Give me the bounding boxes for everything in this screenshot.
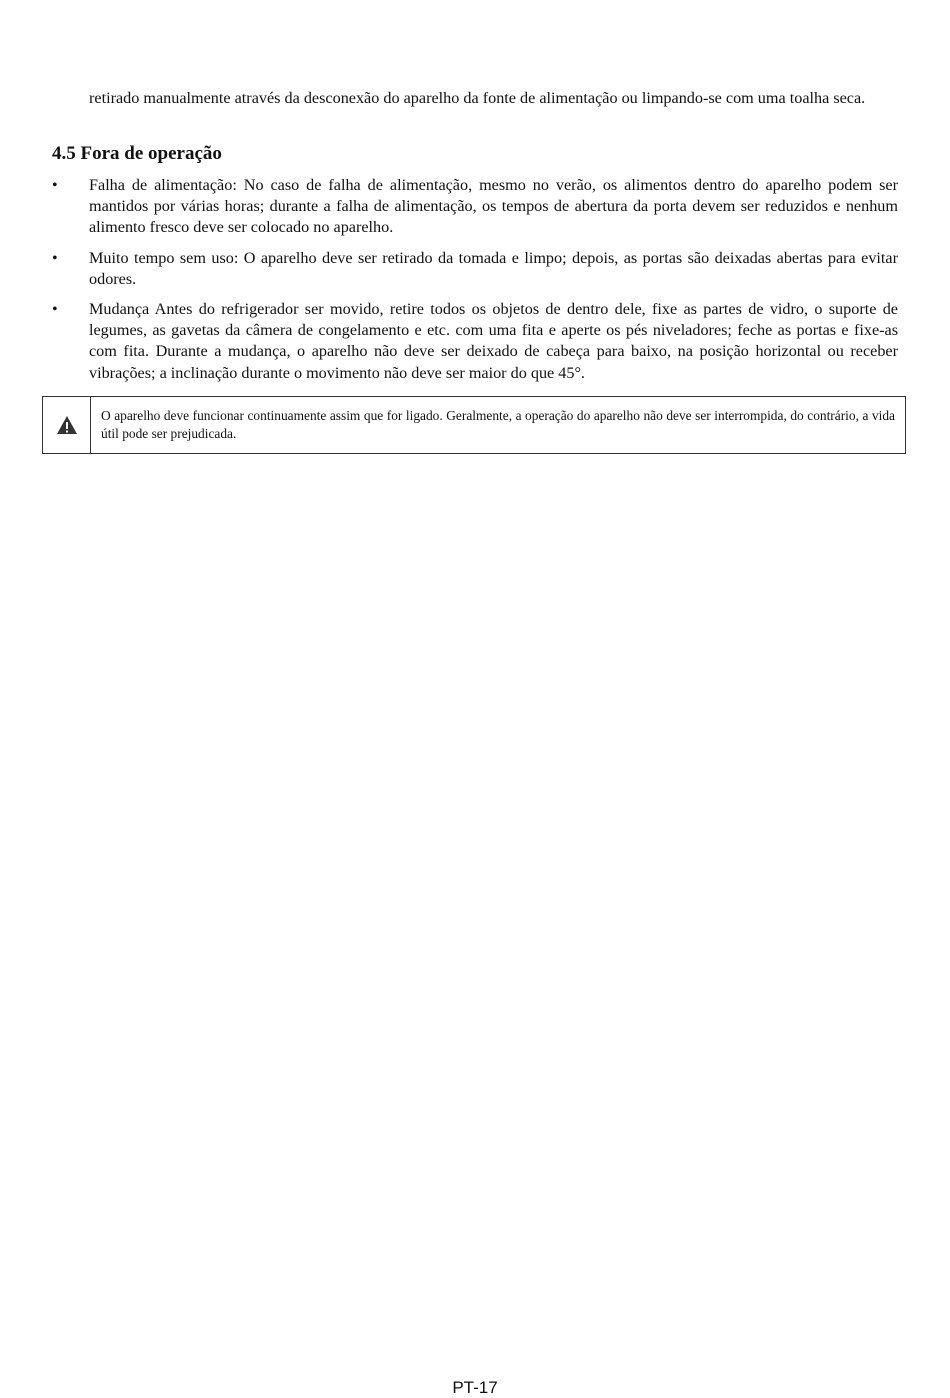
warning-box xyxy=(42,396,906,454)
bullet-dot: • xyxy=(52,249,58,267)
continuation-paragraph: retirado manualmente através da desconexão do aparelho da fonte de alimentação ou limpando-se com uma toalha seca. xyxy=(89,89,866,107)
bullet-list xyxy=(0,175,950,393)
warning-text: O aparelho deve funcionar continuamente assim que for ligado. Geralmente, a operação do aparelho não deve ser interrompida, do contrário, a vida útil pode ser prejudicada. xyxy=(101,408,895,441)
bullet-item-power-failure xyxy=(0,175,898,239)
bullet-item-moving xyxy=(0,299,898,384)
bullet-dot: • xyxy=(52,177,58,194)
bullet-text: Muito tempo sem uso: O aparelho deve ser retirado da tomada e limpo; depois, as portas são deixadas abertas para evitar odores. xyxy=(89,248,898,288)
warning-icon-cell xyxy=(43,397,91,453)
page-number: PT-17 xyxy=(452,1378,498,1397)
bullet-text: Mudança Antes do refrigerador ser movido, retire todos os objetos de dentro dele, fixe as partes de vidro, o suporte de legumes, as gavetas da câmera de congelamento e etc. com uma fita e aperte os pés niveladores; feche as portas e fixe-as com fita. Durante a mudança, o aparelho não deve ser deixado de cabeça para baixo, na posição horizontal ou receber vibrações; a inclinação durante o movimento não deve ser maior do que 45°. xyxy=(89,300,898,382)
bullet-item-long-time-unused xyxy=(0,248,898,290)
warning-triangle-icon xyxy=(56,415,78,435)
section-heading: 4.5 Fora de operação xyxy=(52,143,222,164)
bullet-dot: • xyxy=(52,301,58,319)
bullet-text: Falha de alimentação: No caso de falha de alimentação, mesmo no verão, os alimentos dentro do aparelho podem ser mantidos por várias horas; durante a falha de alimentação, os tempos de abertura da porta devem ser reduzidos e nenhum alimento fresco deve ser colocado no aparelho. xyxy=(89,176,898,237)
